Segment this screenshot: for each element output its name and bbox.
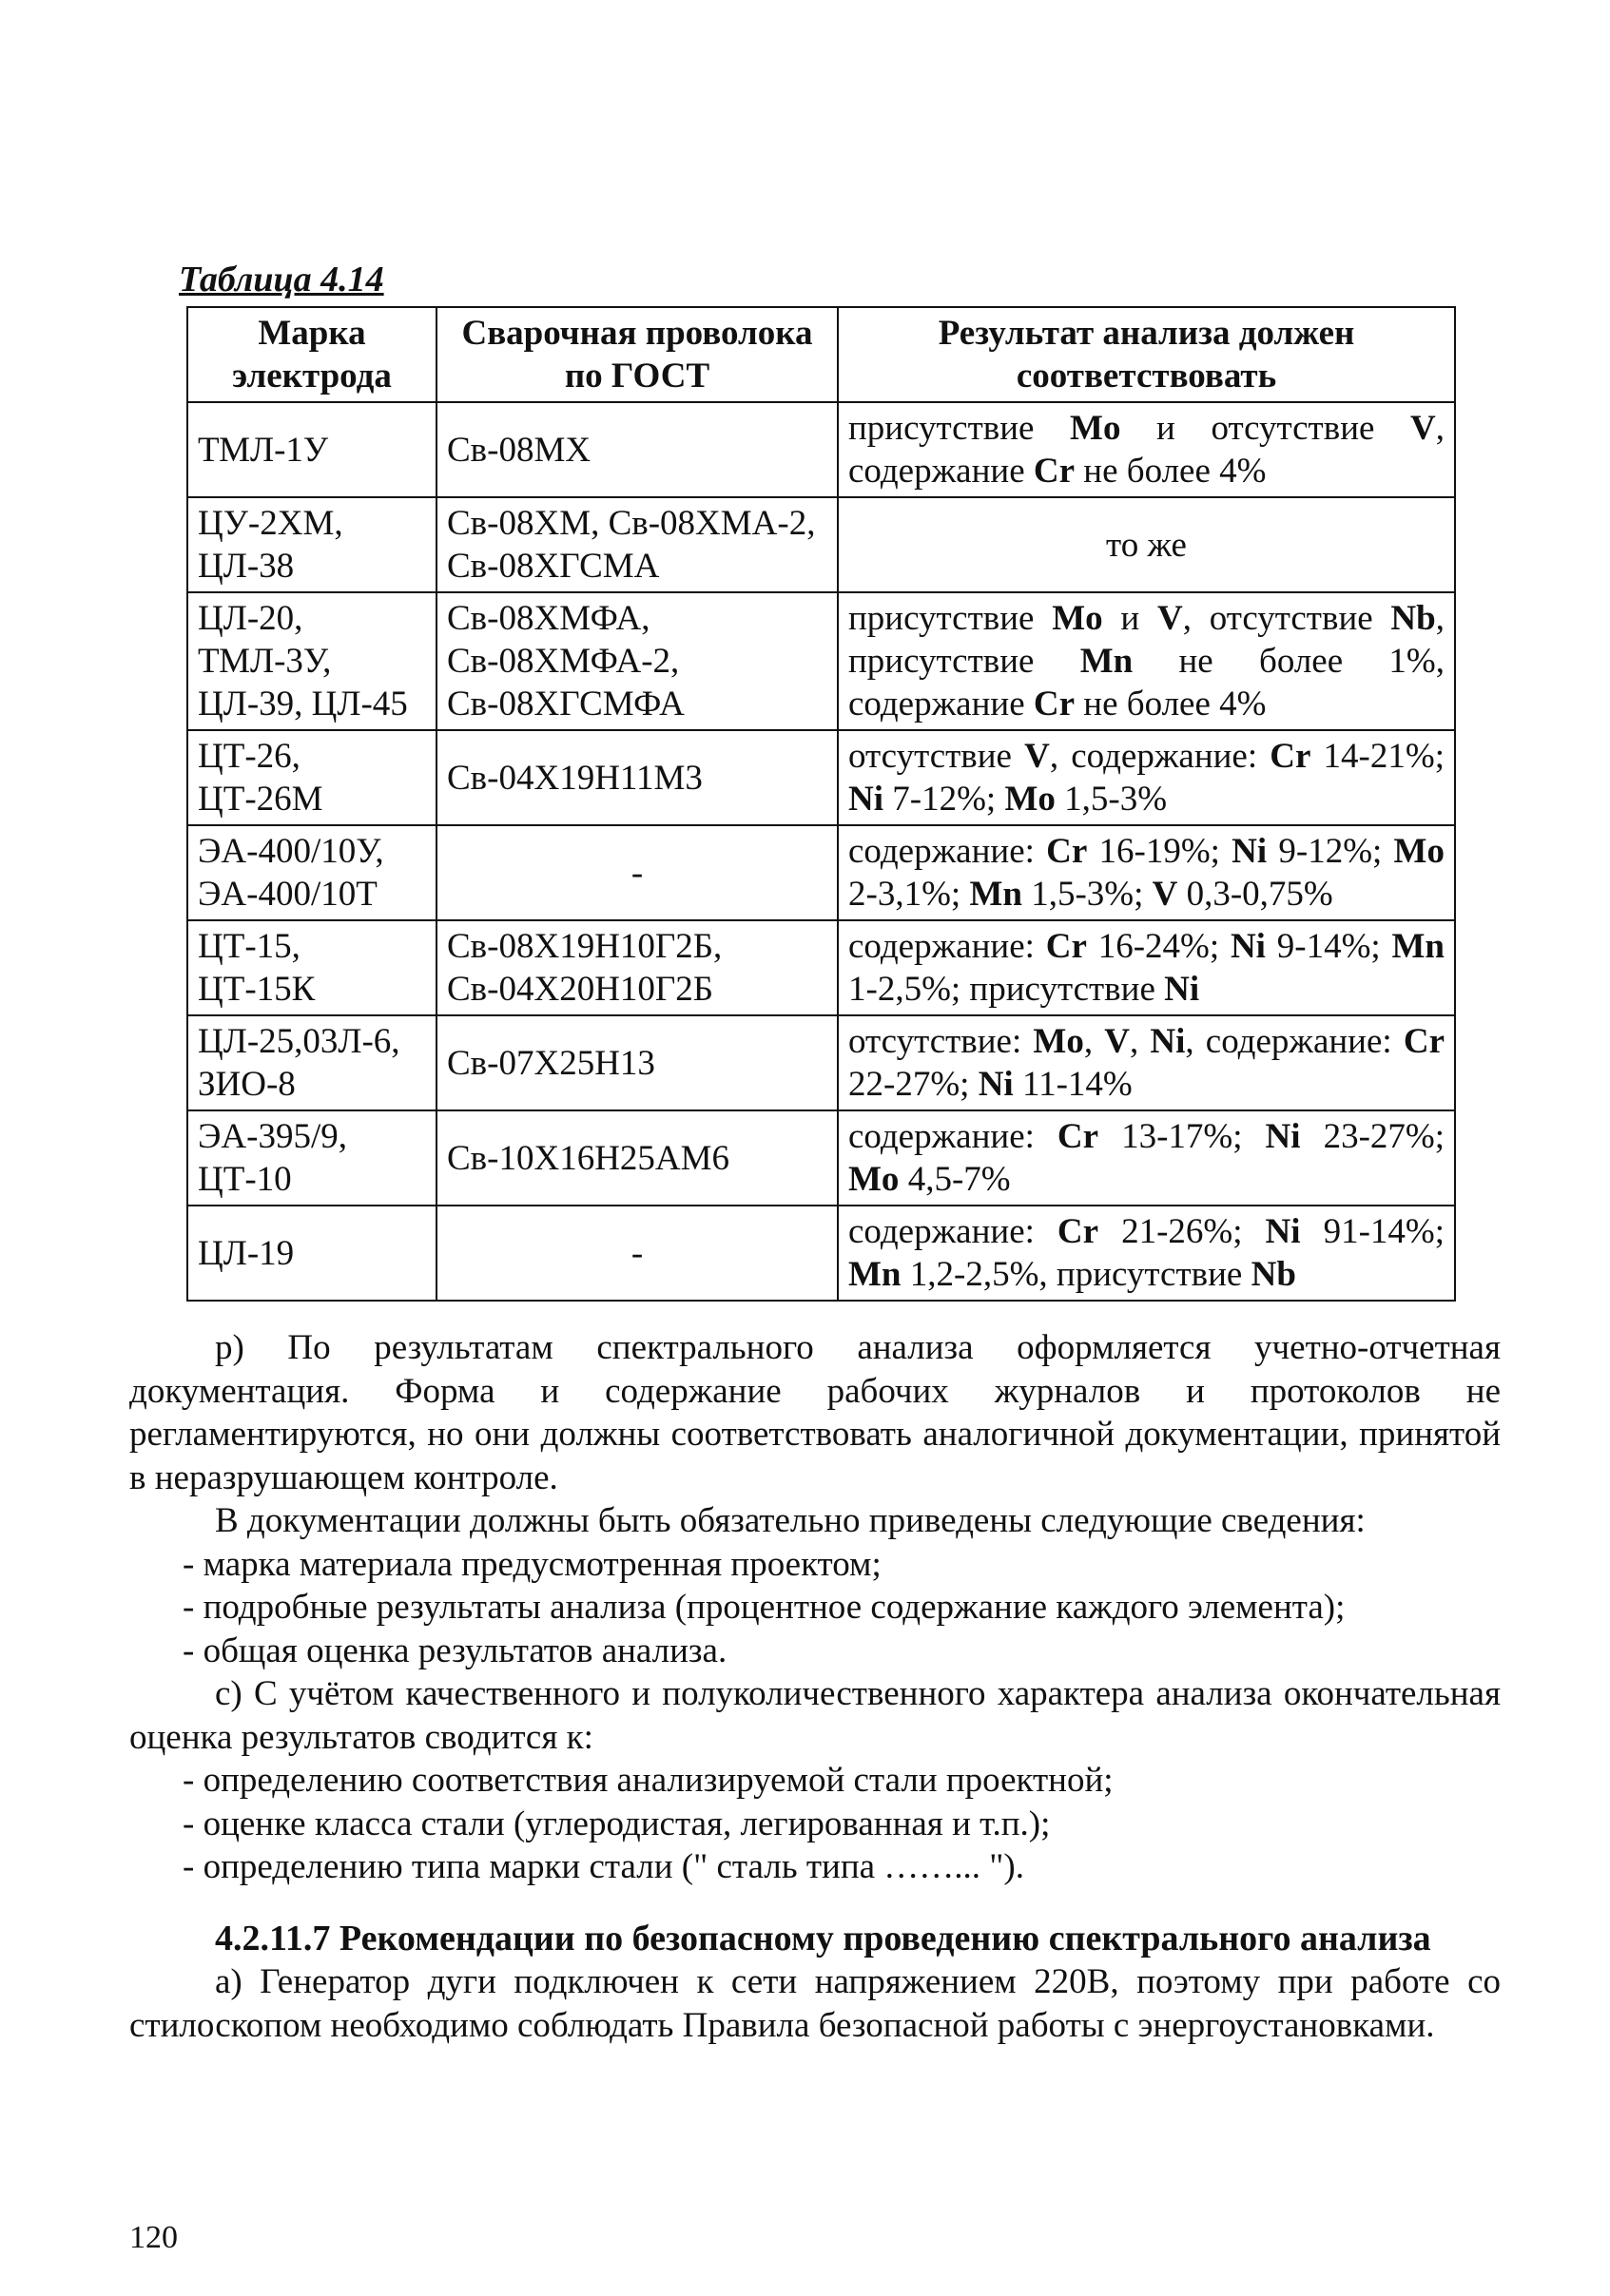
cell-result: содержание: Cr 21-26%; Ni 91-14%; Mn 1,2-2,5%, присутствие Nb xyxy=(838,1206,1455,1301)
list-item: - определению типа марки стали (" сталь типа ……... "). xyxy=(183,1847,1024,1886)
cell-electrode: ЭА-395/9, ЦТ-10 xyxy=(187,1110,436,1206)
cell-electrode: ЭА-400/10У, ЭА-400/10Т xyxy=(187,825,436,920)
cell-result: отсутствие: Mo, V, Ni, содержание: Cr 22-27%; Ni 11-14% xyxy=(838,1015,1455,1110)
table-row xyxy=(187,825,1455,920)
header-electrode: Марка электрода xyxy=(187,307,436,402)
list-item: - оценке класса стали (углеродистая, легированная и т.п.); xyxy=(183,1804,1051,1843)
cell-wire: Св-10Х16Н25АМ6 xyxy=(436,1110,838,1206)
table-row xyxy=(187,1110,1455,1206)
cell-electrode: ЦЛ-20, ТМЛ-3У, ЦЛ-39, ЦЛ-45 xyxy=(187,592,436,730)
cell-electrode: ЦТ-15, ЦТ-15К xyxy=(187,920,436,1015)
cell-wire: Св-07Х25Н13 xyxy=(436,1015,838,1110)
cell-result: отсутствие V, содержание: Cr 14-21%; Ni 7-12%; Mo 1,5-3% xyxy=(838,730,1455,825)
page-number: 120 xyxy=(129,2220,178,2255)
table-row xyxy=(187,402,1455,497)
cell-result: присутствие Mo и V, отсутствие Nb, присутствие Mn не более 1%, содержание Cr не более 4% xyxy=(838,592,1455,730)
cell-result: присутствие Mo и отсутствие V, содержание Cr не более 4% xyxy=(838,402,1455,497)
cell-wire: - xyxy=(436,1206,838,1301)
cell-wire: Св-08Х19Н10Г2Б, Св-04Х20Н10Г2Б xyxy=(436,920,838,1015)
cell-result: то же xyxy=(838,497,1455,592)
list-item: - общая оценка результатов анализа. xyxy=(183,1630,727,1670)
table-row xyxy=(187,920,1455,1015)
list-item: - определению соответствия анализируемой стали проектной; xyxy=(183,1761,1114,1800)
table-row xyxy=(187,730,1455,825)
cell-result: содержание: Cr 16-24%; Ni 9-14%; Mn 1-2,5%; присутствие Ni xyxy=(838,920,1455,1015)
cell-wire: Св-04Х19Н11М3 xyxy=(436,730,838,825)
paragraph-a: а) Генератор дуги подключен к сети напряжением 220В, поэтому при работе со стилоскопом необходимо соблюдать Правила безопасной работы с энергоустановками. xyxy=(129,1962,1501,2045)
body-text xyxy=(129,1326,1501,2047)
table-row xyxy=(187,1206,1455,1301)
electrode-table xyxy=(186,306,1456,1302)
cell-wire: - xyxy=(436,825,838,920)
paragraph-documentation: В документации должны быть обязательно приведены следующие сведения: xyxy=(215,1501,1366,1540)
list-item: - марка материала предусмотренная проектом; xyxy=(183,1544,882,1584)
table-row xyxy=(187,592,1455,730)
paragraph-s: с) С учётом качественного и полуколичественного характера анализа окончательная оценка результатов сводится к: xyxy=(129,1674,1501,1757)
section-heading: 4.2.11.7 Рекомендации по безопасному проведению спектрального анализа xyxy=(215,1918,1431,1958)
cell-wire: Св-08ХМФА, Св-08ХМФА-2, Св-08ХГСМФА xyxy=(436,592,838,730)
paragraph-r: р) По результатам спектрального анализа оформляется учетно-отчетная документация. Форма и содержание рабочих журналов и протоколов не регламентируются, но они должны соответствовать аналогичной документации, принятой в неразрушающем контроле. xyxy=(129,1328,1501,1497)
cell-result: содержание: Cr 16-19%; Ni 9-12%; Mo 2-3,1%; Mn 1,5-3%; V 0,3-0,75% xyxy=(838,825,1455,920)
cell-result: содержание: Cr 13-17%; Ni 23-27%; Mo 4,5-7% xyxy=(838,1110,1455,1206)
cell-electrode: ЦТ-26, ЦТ-26М xyxy=(187,730,436,825)
cell-electrode: ТМЛ-1У xyxy=(187,402,436,497)
cell-wire: Св-08ХМ, Св-08ХМА-2, Св-08ХГСМА xyxy=(436,497,838,592)
list-item: - подробные результаты анализа (процентное содержание каждого элемента); xyxy=(183,1588,1346,1627)
cell-wire: Св-08МХ xyxy=(436,402,838,497)
cell-electrode: ЦЛ-19 xyxy=(187,1206,436,1301)
cell-electrode: ЦЛ-25,03Л-6, ЗИО-8 xyxy=(187,1015,436,1110)
cell-electrode: ЦУ-2ХМ, ЦЛ-38 xyxy=(187,497,436,592)
table-caption: Таблица 4.14 xyxy=(179,260,384,299)
table-row xyxy=(187,497,1455,592)
header-wire: Сварочная проволока по ГОСТ xyxy=(436,307,838,402)
table-row xyxy=(187,1015,1455,1110)
header-result: Результат анализа должен соответствовать xyxy=(838,307,1455,402)
table-header-row xyxy=(187,307,1455,402)
